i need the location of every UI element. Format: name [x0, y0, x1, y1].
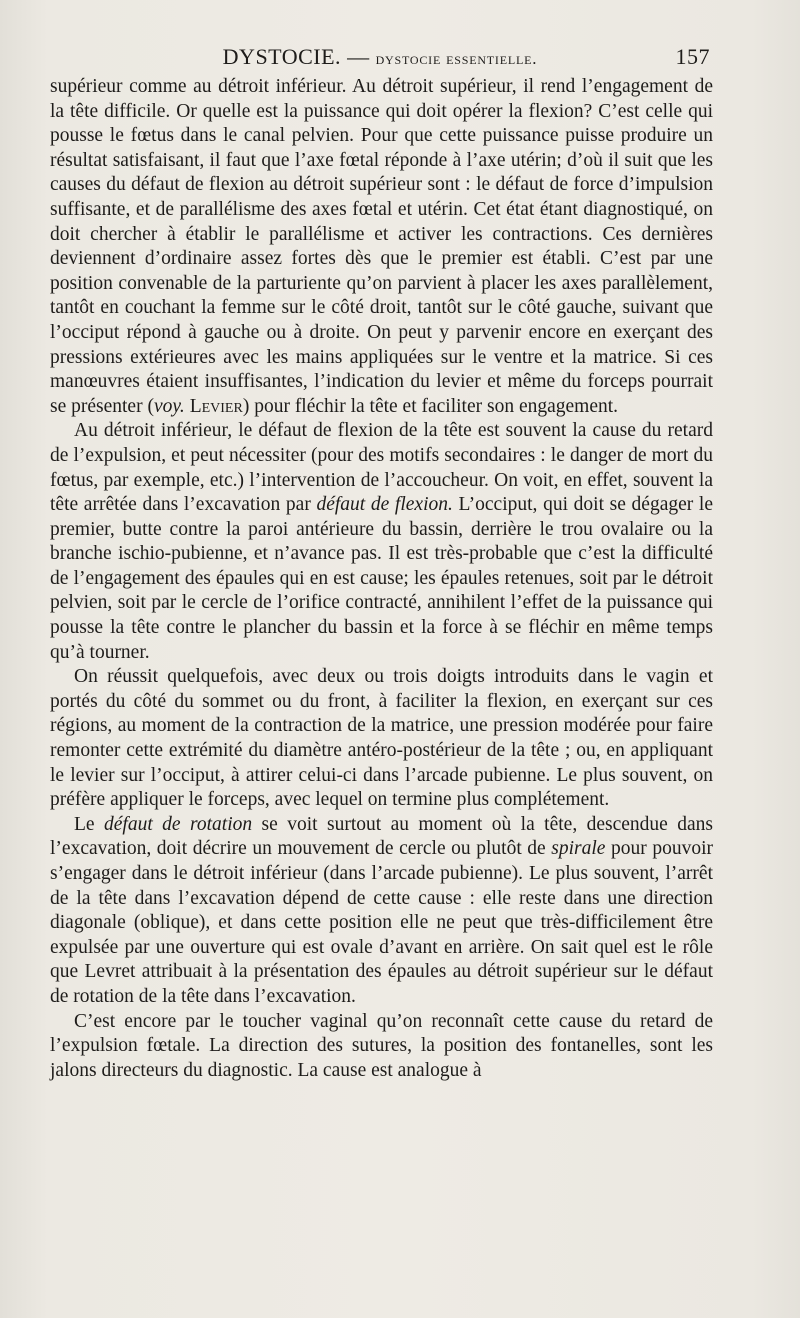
- italic-text: spirale: [551, 838, 606, 860]
- text-segment: ) pour fléchir la tête et faciliter son engagement.: [242, 395, 619, 417]
- running-title: [50, 44, 710, 70]
- italic-text: voy.: [153, 395, 185, 417]
- text-segment: Le: [74, 813, 104, 835]
- small-caps-text: Levier: [189, 395, 243, 417]
- paragraph-4: [50, 813, 713, 1010]
- text-segment: On réussit quelquefois, avec deux ou trois doigts introduits dans le vagin et portés du côté du sommet ou du front, à faciliter la flexion, en exerçant sur ces régions, au moment de la contraction de la matrice, une pression modérée pour faire remonter cette extrémité du diamètre antéro-postérieur de la tête ; ou, en appliquant le levier sur l’occiput, à attirer celui-ci dans l’arcade pubienne. Le plus souvent, on préfère appliquer le forceps, avec lequel on termine plus complétement.: [50, 666, 713, 811]
- running-title-sub: dystocie essentielle.: [375, 49, 538, 68]
- text-segment: se voit surtout au moment où la tête, descendue dans l’excavation, doit décrire un mouvement de cercle ou plutôt de: [50, 813, 713, 860]
- running-head: [50, 44, 710, 74]
- paragraph-1: [50, 75, 713, 419]
- paragraph-3: [50, 665, 713, 813]
- text-segment: pour pouvoir s’engager dans le détroit inférieur (dans l’arcade pubienne). Le plus souvent, l’arrêt de la tête dans l’excavation dépend de cette cause : elle reste dans une direction diagonale (oblique), et dans cette position elle ne peut que très-difficilement être expulsée par une ouverture qui est ovale d’avant en arrière. On sait quel est le rôle que Levret attribuait à la présentation des épaules au détroit supérieur sur le défaut de rotation de la tête dans l’excavation.: [50, 838, 714, 1007]
- running-title-separator: —: [347, 44, 370, 69]
- paragraph-2: [50, 419, 713, 665]
- text-segment: Au détroit inférieur, le défaut de flexion de la tête est souvent la cause du retard de l’expulsion, et peut nécessiter (pour des motifs secondaires : le danger de mort du fœtus, par exemple, etc.) l’intervention de l’accoucheur. On voit, en effet, souvent la tête arrêtée dans l’excavation par: [50, 420, 713, 516]
- italic-text: défaut de rotation: [104, 813, 253, 835]
- text-body: [50, 75, 713, 1083]
- text-segment: supérieur comme au détroit inférieur. Au détroit supérieur, il rend l’engagement de la tête difficile. Or quelle est la puissance qui doit opérer la flexion? C’est celle qui pousse le fœtus dans le canal pelvien. Pour que cette puissance puisse produire un résultat satisfaisant, il faut que l’axe fœtal réponde à l’axe utérin; d’où il suit que les causes du défaut de flexion au détroit supérieur sont : le défaut de force d’impulsion suffisante, et de parallélisme des axes fœtal et utérin. Cet état étant diagnostiqué, on doit chercher à établir le parallélisme et activer les contractions. Ces dernières deviennent d’ordinaire assez fortes dès que le premier est établi. C’est par une position convenable de la parturiente qu’on parvient à placer les axes parallèlement, tantôt en couchant la femme sur le côté droit, tantôt sur le côté gauche, suivant que l’occiput répond à gauche ou à droite. On peut y parvenir encore en exerçant des pressions extérieures avec les mains appliquées sur le ventre et la matrice. Si ces manœuvres étaient insuffisantes, l’indication du levier et même du forceps pourrait se présenter (: [50, 76, 713, 417]
- running-title-main: DYSTOCIE.: [222, 44, 342, 69]
- text-segment: C’est encore par le toucher vaginal qu’on reconnaît cette cause du retard de l’expulsion fœtale. La direction des sutures, la position des fontanelles, sont les jalons directeurs du diagnostic. La cause est analogue à: [50, 1010, 713, 1081]
- paragraph-5: [50, 1010, 713, 1084]
- text-segment: L’occiput, qui doit se dégager le premier, butte contre la paroi antérieure du bassin, derrière le trou ovalaire ou la branche ischio-pubienne, et n’avance pas. Il est très-probable que c’est la difficulté de l’engagement des épaules qui en est cause; les épaules retenues, soit par le détroit pelvien, soit par le cercle de l’orifice contracté, annihilent l’effet de la puissance qui pousse la tête contre le plancher du bassin et la force à se fléchir en même temps qu’à tourner.: [50, 494, 713, 663]
- italic-text: défaut de flexion.: [316, 494, 453, 516]
- page-number: 157: [675, 44, 710, 69]
